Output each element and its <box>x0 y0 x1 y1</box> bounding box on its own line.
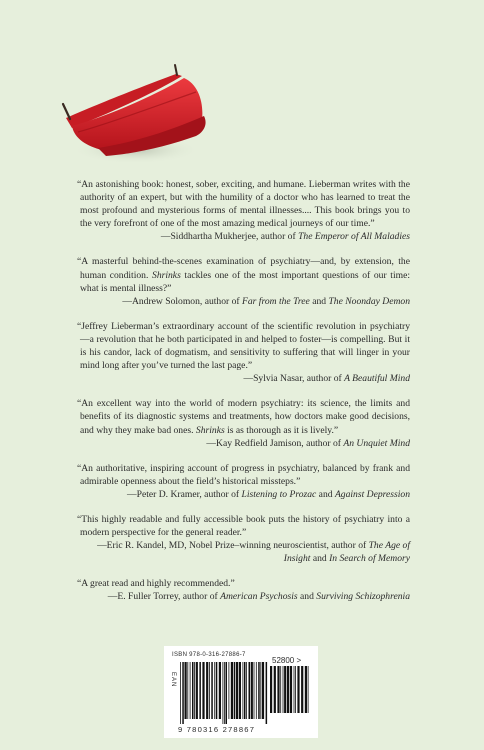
price-code: 52800 > <box>272 656 302 665</box>
quote-fragment: “An astonishing book: honest, sober, exciting, and humane. Lieberman writes with the authority of an expert, but with the humility of a doctor who has learned to treat the most profound and mysterious forms of mental illnesses.... This book brings you to the very forefront of one of the most amazing medical journeys of our time.” <box>77 179 410 230</box>
barcode-bar <box>295 666 296 713</box>
quote-text <box>77 577 410 590</box>
quote-fragment: “An authoritative, inspiring account of progress in psychiatry, balanced by frank and admirable openness about the field’s historical missteps.” <box>77 462 410 487</box>
barcode-bar <box>249 662 251 719</box>
barcode-bar <box>305 666 307 713</box>
barcode-bar <box>274 666 276 713</box>
isbn-digits: 9 780316 278867 <box>178 725 256 734</box>
attribution-fragment: —Andrew Solomon, author of <box>122 295 243 307</box>
quote-fragment: “A masterful behind-the-scenes examination of psychiatry—and, by extension, the human condition. <box>77 256 410 281</box>
quote-block <box>77 577 410 603</box>
quote-text <box>77 513 410 539</box>
barcode-bar <box>199 662 201 719</box>
barcode-bar <box>234 662 236 719</box>
book-title: A Beautiful Mind <box>344 373 410 385</box>
attribution-fragment: —Siddhartha Mukherjee, author of <box>160 231 299 243</box>
quote-fragment: “An excellent way into the world of modern psychiatry: its science, the limits and benefits of its diagnostic systems and treatments, how doctors make good decisions, and why they make bad ones. <box>77 398 410 436</box>
barcode-bar <box>187 662 188 719</box>
quote-attribution <box>80 539 410 565</box>
attribution-fragment: —E. Fuller Torrey, author of <box>107 591 221 603</box>
barcode-bar <box>216 662 218 719</box>
barcode-bar <box>223 662 224 724</box>
barcode-bar <box>219 662 221 719</box>
barcode-bar <box>194 662 195 719</box>
attribution-fragment: and <box>316 488 335 500</box>
book-title: American Psychosis <box>220 591 298 603</box>
isbn-barcode <box>180 662 268 724</box>
barcode-bar <box>214 662 215 719</box>
barcode-bar <box>192 662 194 719</box>
book-title: Far from the Tree <box>242 295 310 307</box>
quote-text <box>77 255 410 294</box>
barcode-bar <box>260 662 261 719</box>
book-title: Shrinks <box>152 269 181 281</box>
book-title: The Emperor of All Maladies <box>298 231 410 243</box>
barcode-bar <box>182 662 184 724</box>
attribution-fragment: and <box>309 295 329 307</box>
red-sofa-icon <box>58 62 218 172</box>
barcode-bar <box>211 662 213 719</box>
barcode-bar <box>254 662 255 719</box>
book-title: Shrinks <box>195 424 225 436</box>
barcode-bar <box>243 662 244 719</box>
attribution-fragment: and <box>297 591 317 603</box>
quote-attribution <box>80 372 410 385</box>
quote-attribution <box>80 590 410 603</box>
book-title: Listening to Prozac <box>241 488 317 500</box>
quote-block <box>77 320 410 385</box>
barcode-bar <box>258 662 260 719</box>
attribution-fragment: —Peter D. Kramer, author of <box>127 488 242 500</box>
quote-attribution <box>80 437 410 450</box>
barcode-bar <box>280 666 281 713</box>
book-title: An Unquiet Mind <box>343 437 410 449</box>
quote-text <box>77 178 410 230</box>
attribution-fragment: and <box>310 553 330 565</box>
barcode-bar <box>229 662 230 719</box>
barcode-bar <box>290 666 292 713</box>
barcode-bar <box>284 666 286 713</box>
ean-label: EAN <box>170 672 176 688</box>
barcode-bar <box>251 662 253 719</box>
quote-attribution <box>80 295 410 308</box>
book-title: Surviving Schizophrenia <box>316 591 410 603</box>
barcode-bar <box>224 662 225 724</box>
quote-block <box>77 397 410 449</box>
quote-block <box>77 178 410 243</box>
quote-fragment: tackles one of the most important questions of our time: what is mental illness?” <box>80 269 410 294</box>
quote-block <box>77 513 410 565</box>
quote-attribution <box>80 230 410 243</box>
barcode-bar <box>185 662 187 719</box>
barcode-bar <box>270 666 272 713</box>
book-title: Against Depression <box>334 488 410 500</box>
barcode-panel <box>164 646 318 738</box>
attribution-fragment: —Eric R. Kandel, MD, Nobel Prize–winning neuroscientist, author of <box>97 540 369 552</box>
barcode-bar <box>283 666 284 713</box>
book-title: In Search of Memory <box>329 553 410 565</box>
barcode-bar <box>209 662 210 719</box>
quote-fragment: is as thorough as it is lively.” <box>224 424 339 436</box>
book-title: The Age of Insight <box>283 540 410 565</box>
barcode-bar <box>231 662 233 719</box>
barcode-bar <box>226 662 228 724</box>
quote-fragment: “This highly readable and fully accessible book puts the history of psychiatry into a modern perspective for the general reader.” <box>77 513 410 539</box>
quote-attribution <box>80 488 410 501</box>
quote-text <box>77 397 410 436</box>
barcode-bar <box>206 662 208 719</box>
barcode-bar <box>180 662 181 724</box>
barcode-bar <box>297 666 299 713</box>
book-title: The Noonday Demon <box>328 295 410 307</box>
isbn-label: ISBN 978-0-316-27886-7 <box>172 652 246 658</box>
barcode-bar <box>196 662 198 719</box>
barcode-bar <box>202 662 204 719</box>
quote-text <box>77 462 410 488</box>
quote-block <box>77 462 410 501</box>
barcode-bar <box>239 662 241 719</box>
barcode-bar <box>236 662 238 719</box>
quote-block <box>77 255 410 307</box>
barcode-bar <box>246 662 247 719</box>
barcode-bar <box>287 666 289 713</box>
barcode-bar <box>256 662 257 719</box>
barcode-bar <box>244 662 246 719</box>
attribution-fragment: —Kay Redfield Jamison, author of <box>206 437 344 449</box>
barcode-bar <box>190 662 191 719</box>
attribution-fragment: —Sylvia Nasar, author of <box>243 373 345 385</box>
barcode-bar <box>301 666 303 713</box>
quote-fragment: “Jeffrey Lieberman’s extraordinary account of the scientific revolution in psychiatry—a revolution that he both participated in and helped to foster—is compelling. But it is his candor, lack of dogmatism, and sensitivity to suffering that will linger in your mind long after you’ve turned the last page.” <box>77 320 410 372</box>
barcode-bar <box>266 662 268 724</box>
endorsement-quotes <box>77 178 410 616</box>
barcode-bar <box>262 662 264 719</box>
price-barcode <box>270 666 310 718</box>
quote-text <box>77 320 410 372</box>
barcode-bar <box>277 666 279 713</box>
barcode-bar <box>294 666 295 713</box>
barcode-bar <box>308 666 309 713</box>
quote-fragment: “A great read and highly recommended.” <box>77 578 235 590</box>
